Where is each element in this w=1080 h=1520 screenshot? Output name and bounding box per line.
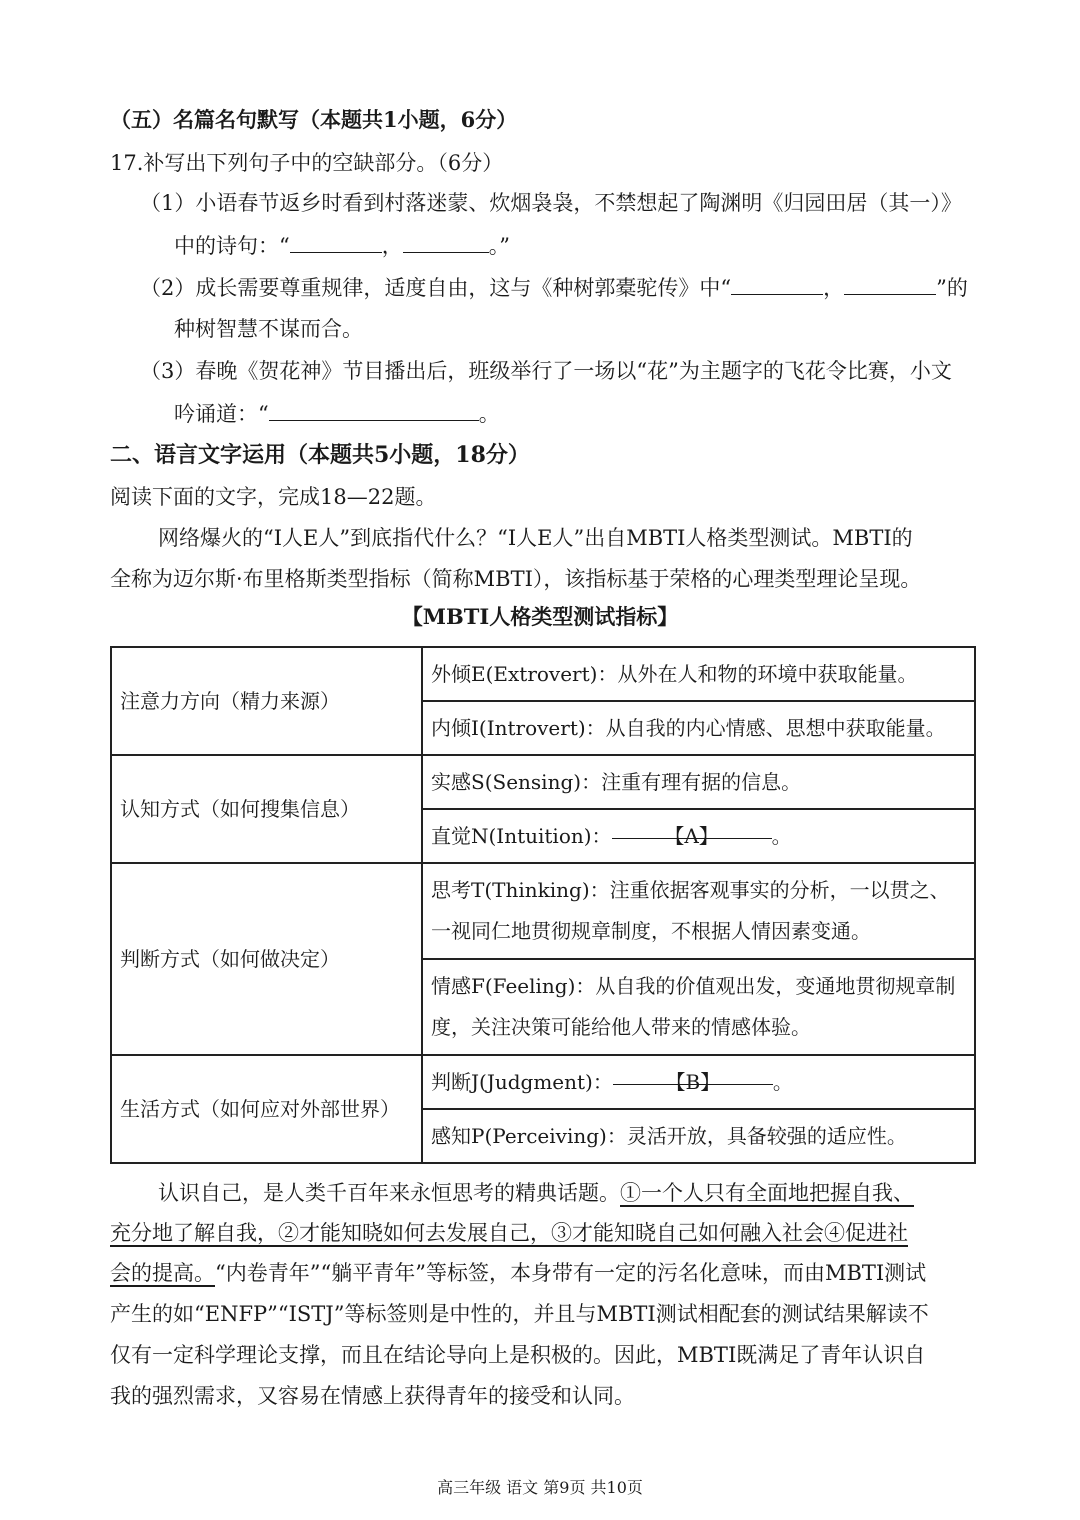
para1-line-1: 网络爆火的“I人E人”到底指代什么？“I人E人”出自MBTI人格类型测试。MBTI的 (158, 526, 913, 550)
table-cell: 内倾I(Introvert)：从自我的内心情感、思想中获取能量。 (422, 701, 975, 755)
item-1-prefix: 中的诗句：“ (174, 234, 290, 258)
period: 。 (772, 1070, 793, 1094)
table-row (111, 1055, 975, 1109)
item-3-line-1: （3）春晚《贺花神》节目播出后，班级举行了一场以“花”为主题字的飞花令比赛，小文 (140, 359, 952, 383)
para2-line-3 (110, 1258, 926, 1288)
item-3-suffix: 。 (478, 402, 500, 426)
table-cell: 情感F(Feeling)：从自我的价值观出发，变通地贯彻规章制度，关注决策可能给他人带来的情感体验。 (422, 959, 975, 1055)
period: 。 (771, 824, 792, 848)
para2-line-4: 产生的如“ENFP”“ISTJ”等标签则是中性的，并且与MBTI测试相配套的测试结果解读不 (110, 1302, 929, 1326)
table-cell: 思考T(Thinking)：注重依据客观事实的分析，一以贯之、一视同仁地贯彻规章制度，不根据人情因素变通。 (422, 863, 975, 959)
para2-line-5: 仅有一定科学理论支撑，而且在结论导向上是积极的。因此，MBTI既满足了青年认识自 (110, 1343, 926, 1367)
item-2-line-2: 种树智慧不谋而合。 (174, 317, 363, 341)
para2-line-6: 我的强烈需求，又容易在情感上获得青年的接受和认同。 (110, 1384, 635, 1408)
para2-line-1 (158, 1178, 914, 1208)
table-cell: 实感S(Sensing)：注重有理有据的信息。 (422, 755, 975, 809)
table-cell: 外倾E(Extrovert)：从外在人和物的环境中获取能量。 (422, 647, 975, 701)
page-footer: 高三年级 语文 第9页 共10页 (437, 1478, 643, 1497)
item-1-sep: ， (381, 234, 403, 258)
part-2-heading: 二、语言文字运用（本题共5小题，18分） (110, 442, 530, 468)
section-title: （五）名篇名句默写（本题共1小题，6分） (110, 107, 518, 132)
para2-rest: “内卷青年”“躺平青年”等标签，本身带有一定的污名化意味，而由MBTI测试 (215, 1261, 927, 1285)
item-1-suffix: 。” (488, 234, 510, 258)
item-3-prefix: 吟诵道：“ (174, 402, 269, 426)
underlined-sentence-end: 会的提高。 (110, 1261, 215, 1285)
table-cell (422, 1055, 975, 1109)
blank-field[interactable] (403, 230, 489, 253)
question-17: 17.补写出下列句子中的空缺部分。（6分） (110, 151, 504, 175)
item-1-line-2 (174, 230, 510, 261)
reading-instruction: 阅读下面的文字，完成18—22题。 (110, 485, 437, 509)
para2-start: 认识自己，是人类千百年来永恒思考的精典话题。 (158, 1181, 620, 1205)
table-category: 注意力方向（精力来源） (111, 647, 422, 755)
intuition-label: 直觉N(Intuition)： (431, 824, 612, 848)
blank-a-label: 【A】 (664, 824, 719, 848)
item-2-line-1 (140, 272, 968, 303)
item-2-suffix: ”的 (936, 276, 968, 300)
blank-field[interactable] (844, 272, 936, 295)
blank-a[interactable] (612, 816, 772, 848)
blank-b-label: 【B】 (665, 1070, 721, 1094)
underlined-sentence: ①一个人只有全面地把握自我、 (620, 1181, 914, 1205)
table-row (111, 647, 975, 701)
table-category: 认知方式（如何搜集信息） (111, 755, 422, 863)
item-3-line-2 (174, 398, 500, 429)
blank-b[interactable] (613, 1062, 773, 1094)
item-2-prefix: （2）成长需要尊重规律，适度自由，这与《种树郭橐驼传》中“ (140, 276, 732, 300)
item-2-sep: ， (823, 276, 845, 300)
para2-line-2: 充分地了解自我，②才能知晓如何去发展自己，③才能知晓自己如何融入社会④促进社 (110, 1221, 908, 1245)
mbti-table (110, 646, 976, 1164)
blank-field[interactable] (269, 398, 479, 421)
table-row (111, 755, 975, 809)
blank-field[interactable] (290, 230, 382, 253)
table-cell: 感知P(Perceiving)：灵活开放，具备较强的适应性。 (422, 1109, 975, 1163)
table-title: 【MBTI人格类型测试指标】 (401, 604, 679, 629)
table-category: 生活方式（如何应对外部世界） (111, 1055, 422, 1163)
table-cell (422, 809, 975, 863)
table-row (111, 863, 975, 959)
judgment-label: 判断J(Judgment)： (431, 1070, 613, 1094)
item-1-line-1: （1）小语春节返乡时看到村落迷蒙、炊烟袅袅，不禁想起了陶渊明《归园田居（其一）》 (140, 191, 962, 215)
para1-line-2: 全称为迈尔斯·布里格斯类型指标（简称MBTI），该指标基于荣格的心理类型理论呈现。 (110, 567, 922, 591)
table-category: 判断方式（如何做决定） (111, 863, 422, 1055)
blank-field[interactable] (731, 272, 823, 295)
